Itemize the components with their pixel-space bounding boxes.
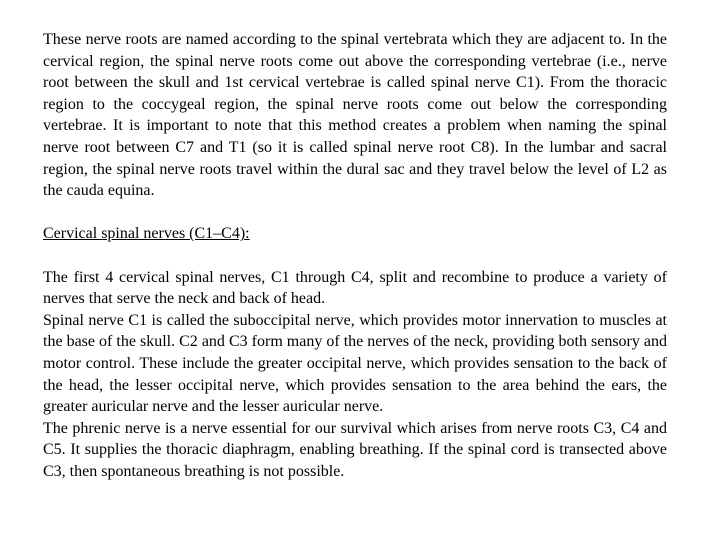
- intro-paragraph: These nerve roots are named according to the spinal vertebrata which they are adjacent to. In the cervical region, the spinal nerve roots come out above the corresponding vertebrae (i.e., nerve root between the skull and 1st cervical vertebrae is called spinal nerve C1). From the thoracic region to the coccygeal region, the spinal nerve roots come out below the corresponding vertebrae. It is important to note that this method creates a problem when naming the spinal nerve root between C7 and T1 (so it is called spinal nerve root C8). In the lumbar and sacral region, the spinal nerve roots travel within the dural sac and they travel below the level of L2 as the cauda equina.: [43, 31, 667, 200]
- paragraph-gap: [43, 202, 667, 224]
- body-paragraph-2: Spinal nerve C1 is called the suboccipital nerve, which provides motor innervation to muscles at the base of the skull. C2 and C3 form many of the nerves of the neck, providing both sensory and motor control. These include the greater occipital nerve, which provides sensation to the back of the head, the lesser occipital nerve, which provides sensation to the area behind the ears, the greater auricular nerve and the lesser auricular nerve.: [43, 311, 667, 416]
- section-heading: Cervical spinal nerves (C1–C4):: [43, 225, 250, 243]
- document-page: [43, 29, 667, 482]
- body-paragraph-1: The first 4 cervical spinal nerves, C1 through C4, split and recombine to produce a variety of nerves that serve the neck and back of head.: [43, 268, 667, 308]
- paragraph-gap: [43, 245, 667, 267]
- body-paragraph-3: The phrenic nerve is a nerve essential for our survival which arises from nerve roots C3, C4 and C5. It supplies the thoracic diaphragm, enabling breathing. If the spinal cord is transected above C3, then spontaneous breathing is not possible.: [43, 419, 667, 480]
